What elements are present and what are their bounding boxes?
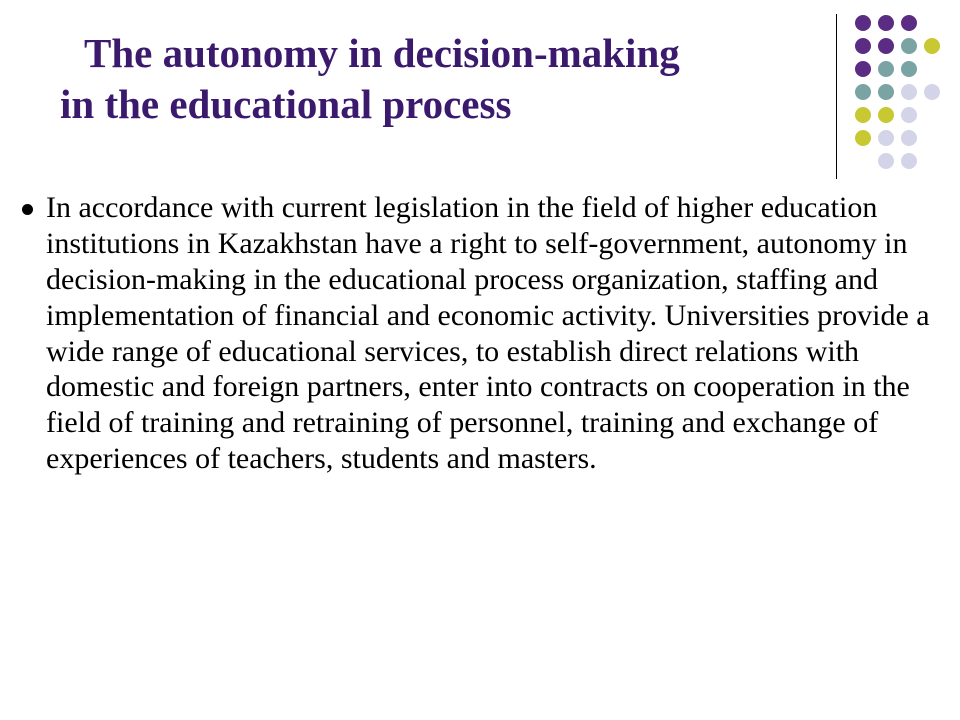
decorative-dot: [924, 38, 940, 54]
bullet-list: [14, 190, 950, 477]
bullet-text: In accordance with current legislation in the field of higher education institutions in Kazakhstan have a right to self-government, autonomy in decision-making in the educational process organization, staffing and implementation of financial and economic activity. Universities provide a wide range of educational services, to establish direct relations with domestic and foreign partners, enter into contracts on cooperation in the field of training and retraining of personnel, training and exchange of experiences of teachers, students and masters.: [46, 191, 930, 476]
decorative-dot: [878, 61, 894, 77]
decorative-dot: [878, 38, 894, 54]
decorative-dot: [901, 38, 917, 54]
decorative-dot: [901, 107, 917, 123]
slide-title-line-2: in the educational process: [60, 81, 512, 128]
bullet-icon: [22, 204, 33, 215]
decorative-dot: [901, 153, 917, 169]
decorative-dot: [878, 130, 894, 146]
decorative-dot: [878, 153, 894, 169]
decorative-dot: [901, 15, 917, 31]
decorative-dot: [901, 61, 917, 77]
decorative-dot: [924, 84, 940, 100]
decorative-dot: [855, 107, 871, 123]
decorative-dot: [878, 84, 894, 100]
decorative-dot: [901, 130, 917, 146]
decorative-dot: [878, 107, 894, 123]
slide-title-line-1: The autonomy in decision-making: [84, 30, 680, 76]
decorative-dot: [878, 15, 894, 31]
decorative-dot: [855, 61, 871, 77]
decorative-dot: [901, 84, 917, 100]
decorative-dot: [855, 38, 871, 54]
decorative-dot: [855, 84, 871, 100]
decorative-dot: [855, 15, 871, 31]
bullet-item: [14, 190, 950, 477]
decorative-dot: [855, 130, 871, 146]
decorative-dot-grid: [0, 0, 960, 180]
